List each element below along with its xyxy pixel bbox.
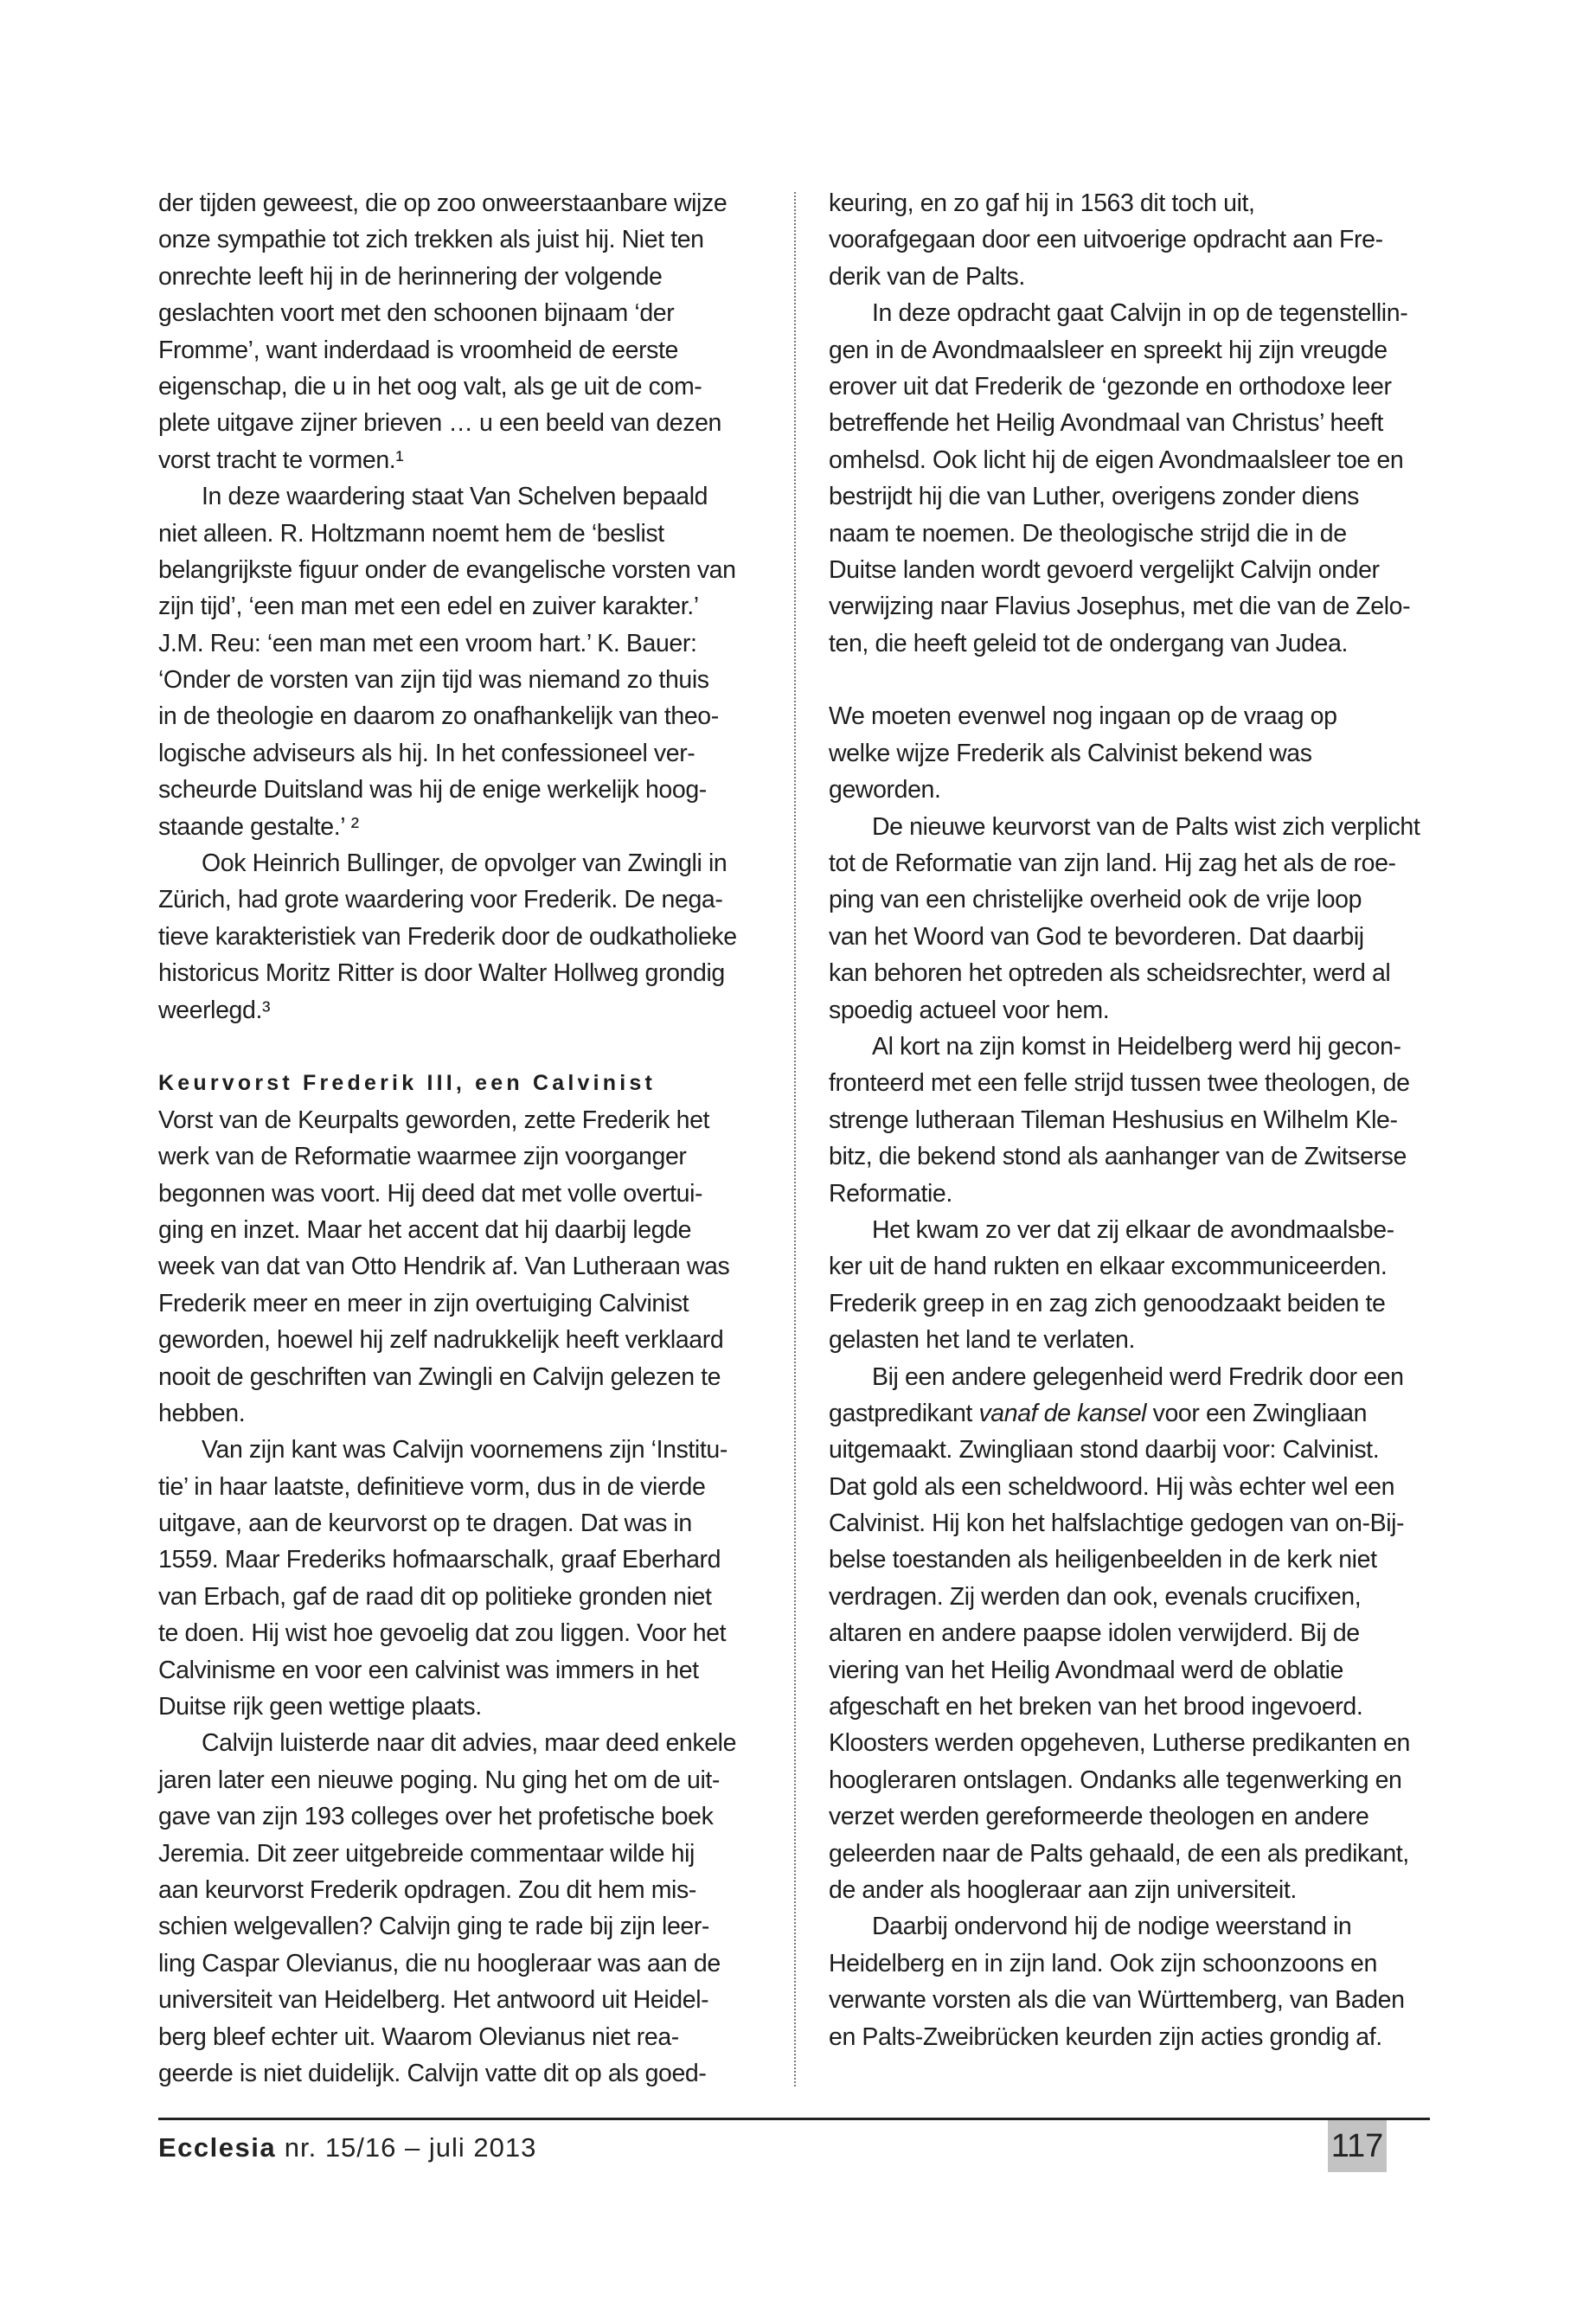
text-line: erover uit dat Frederik de ‘gezonde en orthodoxe leer bbox=[829, 372, 1392, 401]
text-line: geerde is niet duidelijk. Calvijn vatte dit op als goed- bbox=[158, 2059, 707, 2087]
text-line: afgeschaft en het breken van het brood ingevoerd. bbox=[829, 1693, 1363, 1721]
text-line bbox=[829, 1395, 1452, 1432]
text-line: berg bleef echter uit. Waarom Olevianus niet rea- bbox=[158, 2022, 679, 2051]
text-line: onrechte leeft hij in de herinnering der volgende bbox=[158, 262, 663, 291]
text-line: bestrijdt hij die van Luther, overigens zonder diens bbox=[829, 483, 1359, 511]
text-line: betreffende het Heilig Avondmaal van Christus’ heeft bbox=[829, 409, 1383, 438]
footer-rule bbox=[158, 2118, 1430, 2120]
journal-name: Ecclesia bbox=[158, 2132, 277, 2163]
text-line: universiteit van Heidelberg. Het antwoord uit Heidel- bbox=[158, 1986, 709, 2015]
text-line: tot de Reformatie van zijn land. Hij zag het als de roe- bbox=[829, 849, 1396, 878]
text-line: voorafgegaan door een uitvoerige opdracht aan Fre- bbox=[829, 226, 1383, 254]
blank-line bbox=[829, 662, 1452, 698]
right-column bbox=[829, 185, 1452, 2055]
text-line: welke wijze Frederik als Calvinist bekend was bbox=[829, 739, 1312, 767]
text-line: niet alleen. R. Holtzmann noemt hem de ‘beslist bbox=[158, 519, 664, 548]
text-line: belse toestanden als heiligenbeelden in de kerk niet bbox=[829, 1546, 1377, 1574]
text-line: Fromme’, want inderdaad is vroomheid de eerste bbox=[158, 336, 678, 364]
text-line: 1559. Maar Frederiks hofmaarschalk, graaf Eberhard bbox=[158, 1546, 721, 1574]
text-line: geworden. bbox=[829, 776, 941, 804]
text-line: jaren later een nieuwe poging. Nu ging het om de uit- bbox=[158, 1766, 720, 1794]
text-line: der tijden geweest, die op zoo onweerstaanbare wijze bbox=[158, 189, 727, 217]
text-segment: gastpredikant bbox=[829, 1399, 979, 1427]
footer bbox=[158, 2132, 536, 2163]
text-line: weerlegd.³ bbox=[158, 996, 271, 1024]
text-line: scheurde Duitsland was hij de enige werkelijk hoog- bbox=[158, 776, 707, 804]
text-line: logische adviseurs als hij. In het confessioneel ver- bbox=[158, 739, 695, 767]
text-line: en Palts-Zweibrücken keurden zijn acties grondig af. bbox=[829, 2022, 1382, 2051]
text-line: fronteerd met een felle strijd tussen twee theologen, de bbox=[829, 1069, 1410, 1098]
text-line: De nieuwe keurvorst van de Palts wist zich verplicht bbox=[872, 812, 1420, 841]
text-line: Daarbij ondervond hij de nodige weerstand in bbox=[872, 1913, 1352, 1941]
text-line: in de theologie en daarom zo onafhankelijk van theo- bbox=[158, 702, 719, 731]
text-line: Bij een andere gelegenheid werd Fredrik door een bbox=[872, 1362, 1404, 1391]
text-line: Al kort na zijn komst in Heidelberg werd hij gecon- bbox=[872, 1032, 1401, 1061]
text-line: staande gestalte.’ ² bbox=[158, 812, 359, 841]
issue-info: nr. 15/16 – juli 2013 bbox=[284, 2132, 537, 2163]
text-line: van Erbach, gaf de raad dit op politieke gronden niet bbox=[158, 1582, 712, 1611]
text-line: altaren en andere paapse idolen verwijderd. Bij de bbox=[829, 1619, 1360, 1648]
text-line: verwijzing naar Flavius Josephus, met die van de Zelo- bbox=[829, 593, 1411, 621]
text-line: geworden, hoewel hij zelf nadrukkelijk heeft verklaard bbox=[158, 1326, 724, 1355]
text-line: Reformatie. bbox=[829, 1179, 952, 1208]
text-segment: voor een Zwingliaan bbox=[1146, 1399, 1368, 1427]
text-line: eigenschap, die u in het oog valt, als ge uit de com- bbox=[158, 372, 702, 401]
text-line: viering van het Heilig Avondmaal werd de oblatie bbox=[829, 1656, 1343, 1684]
text-line: de ander als hoogleraar aan zijn universiteit. bbox=[829, 1875, 1297, 1904]
section-heading: Keurvorst Frederik III, een Calvinist bbox=[158, 1071, 656, 1096]
text-line: gelasten het land te verlaten. bbox=[829, 1326, 1136, 1355]
text-line: Duitse landen wordt gevoerd vergelijkt Calvijn onder bbox=[829, 555, 1380, 584]
text-line: ging en inzet. Maar het accent dat hij daarbij legde bbox=[158, 1215, 692, 1244]
text-line: zijn tijd’, ‘een man met een edel en zuiver karakter.’ bbox=[158, 593, 699, 621]
text-line: Heidelberg en in zijn land. Ook zijn schoonzoons en bbox=[829, 1949, 1377, 1977]
text-line: ping van een christelijke overheid ook de vrije loop bbox=[829, 886, 1362, 914]
left-column bbox=[158, 185, 781, 2092]
text-line: geslachten voort met den schoonen bijnaam ‘der bbox=[158, 299, 675, 328]
text-line: belangrijkste figuur onder de evangelische vorsten van bbox=[158, 555, 736, 584]
column-divider bbox=[794, 192, 796, 2086]
text-line: ten, die heeft geleid tot de ondergang van Judea. bbox=[829, 629, 1348, 657]
text-line: verdragen. Zij werden dan ook, evenals crucifixen, bbox=[829, 1582, 1362, 1611]
text-line: schien welgevallen? Calvijn ging te rade bij zijn leer- bbox=[158, 1913, 710, 1941]
text-line: van het Woord van God te bevorderen. Dat daarbij bbox=[829, 922, 1364, 951]
text-line: Calvinisme en voor een calvinist was immers in het bbox=[158, 1656, 699, 1684]
blank-line bbox=[158, 1029, 781, 1065]
text-line: hoogleraren ontslagen. Ondanks alle tegenwerking en bbox=[829, 1766, 1402, 1794]
text-line: kan behoren het optreden als scheidsrechter, werd al bbox=[829, 959, 1391, 988]
text-line: Frederik meer en meer in zijn overtuiging Calvinist bbox=[158, 1289, 689, 1317]
text-line: aan keurvorst Frederik opdragen. Zou dit hem mis- bbox=[158, 1875, 696, 1904]
text-line: tieve karakteristiek van Frederik door de oudkatholieke bbox=[158, 922, 737, 951]
text-line: spoedig actueel voor hem. bbox=[829, 996, 1110, 1024]
text-line: strenge lutheraan Tileman Heshusius en Wilhelm Kle- bbox=[829, 1106, 1398, 1134]
text-line: Ook Heinrich Bullinger, de opvolger van Zwingli in bbox=[202, 849, 727, 878]
text-line: ker uit de hand rukten en elkaar excommuniceerden. bbox=[829, 1253, 1388, 1281]
text-line: nooit de geschriften van Zwingli en Calvijn gelezen te bbox=[158, 1362, 721, 1391]
text-line: tie’ in haar laatste, definitieve vorm, dus in de vierde bbox=[158, 1472, 706, 1501]
text-line: uitgave, aan de keurvorst op te dragen. Dat was in bbox=[158, 1509, 692, 1538]
text-line: begonnen was voort. Hij deed dat met volle overtui- bbox=[158, 1179, 703, 1208]
text-line: Frederik greep in en zag zich genoodzaakt beiden te bbox=[829, 1289, 1386, 1317]
text-line: ‘Onder de vorsten van zijn tijd was niemand zo thuis bbox=[158, 666, 709, 695]
text-line: In deze opdracht gaat Calvijn in op de tegenstellin- bbox=[872, 299, 1408, 328]
text-line: geleerden naar de Palts gehaald, de een als predikant, bbox=[829, 1839, 1409, 1868]
text-line: We moeten evenwel nog ingaan op de vraag op bbox=[829, 702, 1337, 731]
text-line: Jeremia. Dit zeer uitgebreide commentaar wilde hij bbox=[158, 1839, 695, 1868]
text-line: uitgemaakt. Zwingliaan stond daarbij voor: Calvinist. bbox=[829, 1436, 1380, 1465]
page-number: 117 bbox=[1328, 2120, 1387, 2172]
text-line: week van dat van Otto Hendrik af. Van Lutheraan was bbox=[158, 1253, 730, 1281]
text-line: Het kwam zo ver dat zij elkaar de avondmaalsbe- bbox=[872, 1215, 1394, 1244]
italic-text: vanaf de kansel bbox=[978, 1399, 1147, 1427]
text-line: gave van zijn 193 colleges over het profetische boek bbox=[158, 1803, 714, 1831]
text-line: J.M. Reu: ‘een man met een vroom hart.’ K. Bauer: bbox=[158, 629, 697, 657]
text-line: Kloosters werden opgeheven, Lutherse predikanten en bbox=[829, 1729, 1410, 1758]
text-line: werk van de Reformatie waarmee zijn voorganger bbox=[158, 1143, 687, 1171]
text-line: Calvinist. Hij kon het halfslachtige gedogen van on-Bij- bbox=[829, 1509, 1405, 1538]
text-line: vorst tracht te vormen.¹ bbox=[158, 445, 404, 474]
text-line: ling Caspar Olevianus, die nu hoogleraar was aan de bbox=[158, 1949, 721, 1977]
text-line: Dat gold als een scheldwoord. Hij wàs echter wel een bbox=[829, 1472, 1395, 1501]
text-line: Zürich, had grote waardering voor Frederik. De nega- bbox=[158, 886, 723, 914]
text-line: Calvijn luisterde naar dit advies, maar deed enkele bbox=[202, 1729, 737, 1758]
text-line: keuring, en zo gaf hij in 1563 dit toch uit, bbox=[829, 189, 1255, 217]
text-line: omhelsd. Ook licht hij de eigen Avondmaalsleer toe en bbox=[829, 445, 1404, 474]
text-line: gen in de Avondmaalsleer en spreekt hij zijn vreugde bbox=[829, 336, 1388, 364]
text-line: historicus Moritz Ritter is door Walter Hollweg grondig bbox=[158, 959, 725, 988]
text-line: naam te noemen. De theologische strijd die in de bbox=[829, 519, 1347, 548]
text-line: Duitse rijk geen wettige plaats. bbox=[158, 1693, 482, 1721]
text-line: Van zijn kant was Calvijn voornemens zijn ‘Institu- bbox=[202, 1436, 727, 1465]
text-line: onze sympathie tot zich trekken als juist hij. Niet ten bbox=[158, 226, 704, 254]
text-line: te doen. Hij wist hoe gevoelig dat zou liggen. Voor het bbox=[158, 1619, 727, 1648]
text-line: In deze waardering staat Van Schelven bepaald bbox=[202, 483, 708, 511]
text-line: hebben. bbox=[158, 1399, 246, 1427]
text-line: derik van de Palts. bbox=[829, 262, 1025, 291]
text-line: plete uitgave zijner brieven … u een beeld van dezen bbox=[158, 409, 721, 438]
text-line: verwante vorsten als die van Württemberg, van Baden bbox=[829, 1986, 1405, 2015]
text-line: bitz, die bekend stond als aanhanger van de Zwitserse bbox=[829, 1143, 1407, 1171]
text-line: verzet werden gereformeerde theologen en andere bbox=[829, 1803, 1369, 1831]
text-line: Vorst van de Keurpalts geworden, zette Frederik het bbox=[158, 1106, 710, 1134]
